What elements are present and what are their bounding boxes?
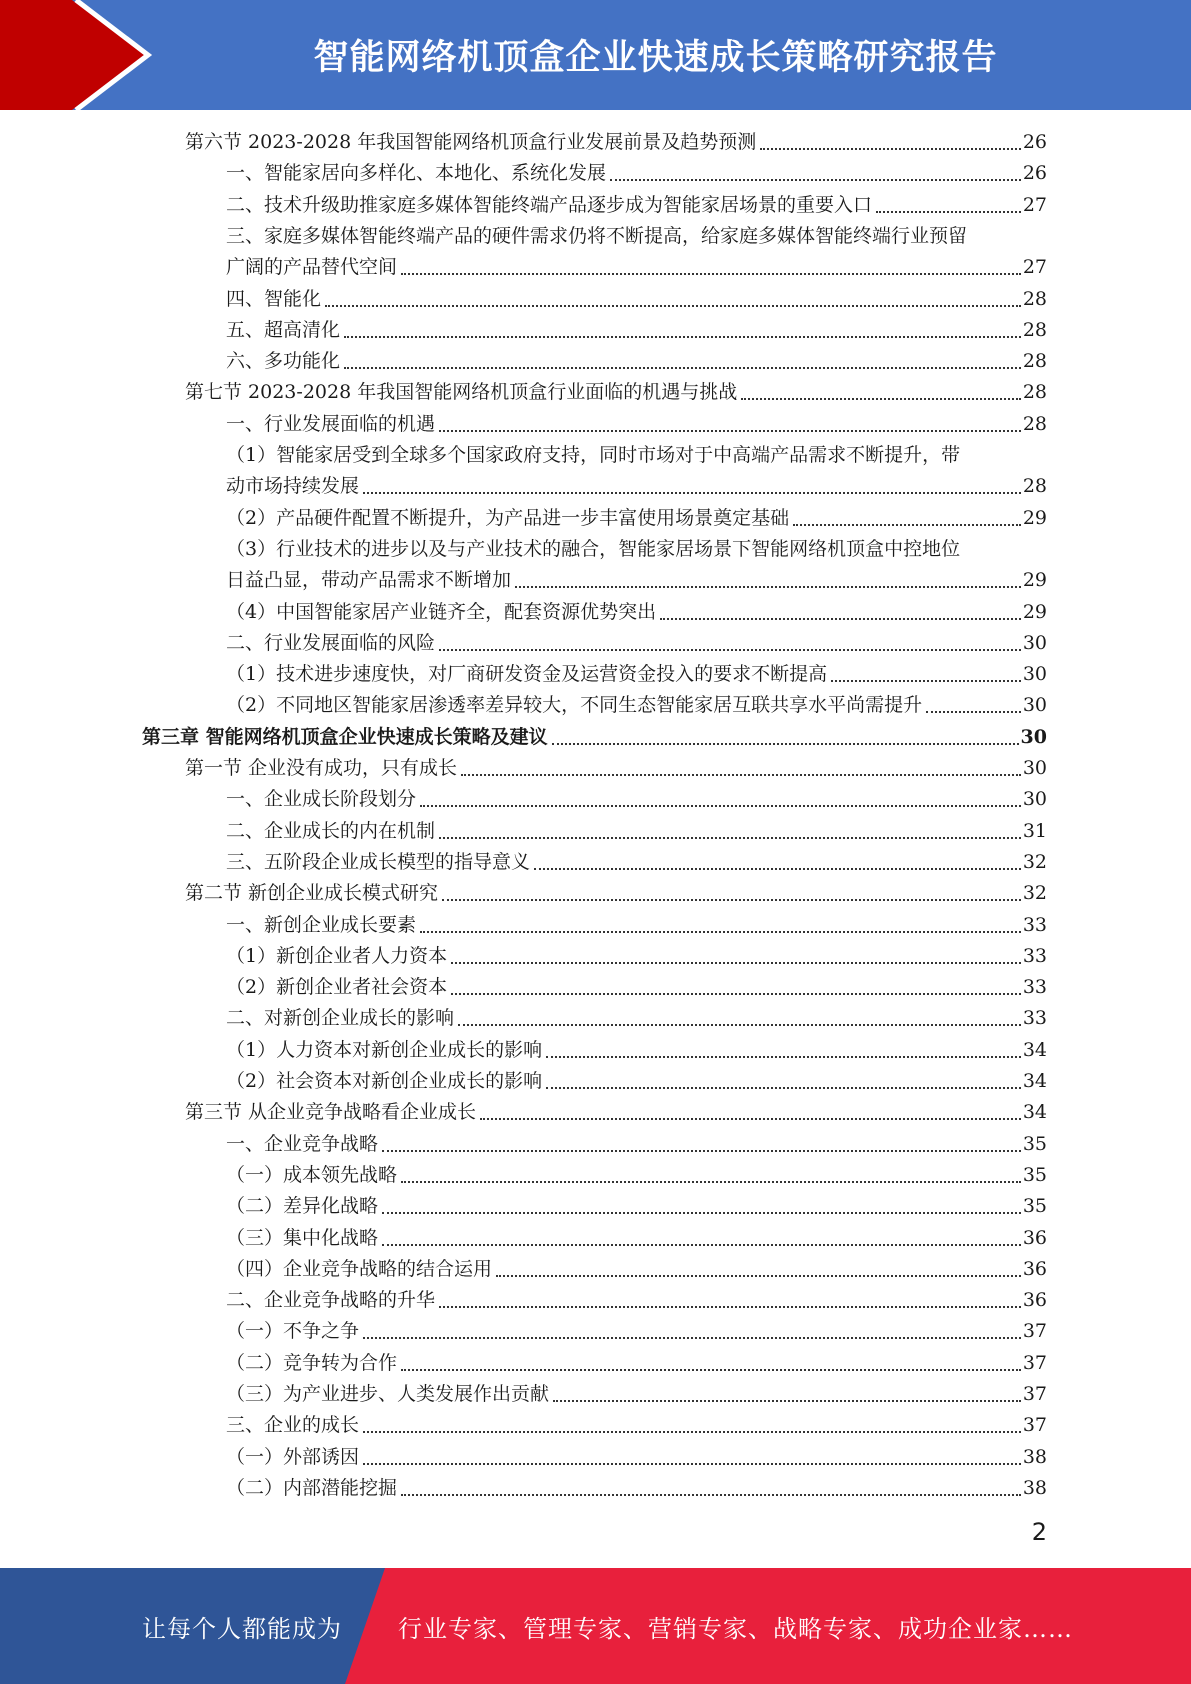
- toc-entry-title: 动市场持续发展: [226, 475, 360, 498]
- toc-leader-dots: [325, 305, 1021, 307]
- toc-entry-title: 一、智能家居向多样化、本地化、系统化发展: [226, 162, 607, 185]
- toc-entry[interactable]: [226, 284, 1047, 315]
- toc-page-number: 28: [1022, 350, 1047, 373]
- chevron-arrow-icon: [0, 0, 160, 110]
- toc-leader-dots: [451, 993, 1021, 995]
- toc-page-number: 33: [1022, 913, 1047, 936]
- toc-entry-title: 一、新创企业成长要素: [226, 913, 417, 936]
- toc-page-number: 36: [1022, 1226, 1047, 1249]
- toc-page-number: 29: [1022, 506, 1047, 529]
- toc-entry-title: 三、五阶段企业成长模型的指导意义: [226, 850, 531, 873]
- toc-leader-dots: [515, 586, 1021, 588]
- toc-entry-title: 第三章 智能网络机顶盒企业快速成长策略及建议: [142, 725, 548, 748]
- toc-page-number: 37: [1022, 1414, 1047, 1437]
- toc-entry-title: 三、家庭多媒体智能终端产品的硬件需求仍将不断提高，给家庭多媒体智能终端行业预留: [226, 224, 968, 247]
- toc-leader-dots: [610, 179, 1021, 181]
- toc-leader-dots: [480, 1118, 1021, 1120]
- toc-entry[interactable]: [226, 847, 1047, 878]
- toc-entry[interactable]: [226, 597, 1047, 628]
- toc-page-number: 30: [1022, 663, 1047, 686]
- toc-leader-dots: [553, 1400, 1021, 1402]
- toc-page-number: 32: [1022, 850, 1047, 873]
- toc-entry[interactable]: [226, 1285, 1047, 1316]
- toc-leader-dots: [534, 868, 1021, 870]
- toc-entry-title: （2）不同地区智能家居渗透率差异较大，不同生态智能家居互联共享水平尚需提升: [226, 694, 923, 717]
- toc-entry[interactable]: [226, 503, 1047, 534]
- toc-leader-dots: [363, 1463, 1021, 1465]
- toc-entry-title: 一、行业发展面临的机遇: [226, 412, 436, 435]
- toc-entry[interactable]: [226, 1379, 1047, 1410]
- toc-leader-dots: [660, 618, 1021, 620]
- toc-entry-title: 四、智能化: [226, 287, 322, 310]
- toc-entry[interactable]: [226, 941, 1047, 972]
- toc-leader-dots: [344, 336, 1021, 338]
- toc-page-number: 28: [1022, 287, 1047, 310]
- toc-entry[interactable]: [226, 972, 1047, 1003]
- toc-entry-title: （2）产品硬件配置不断提升，为产品进一步丰富使用场景奠定基础: [226, 506, 790, 529]
- toc-entry[interactable]: [185, 878, 1047, 909]
- toc-entry[interactable]: [226, 1160, 1047, 1191]
- toc-page-number: 38: [1022, 1476, 1047, 1499]
- toc-entry-title: （1）技术进步速度快，对厂商研发资金及运营资金投入的要求不断提高: [226, 663, 828, 686]
- footer-slogan-left: 让每个人都能成为: [142, 1614, 342, 1643]
- toc-page-number: 30: [1022, 757, 1047, 779]
- toc-page-number: 38: [1022, 1445, 1047, 1468]
- toc-entry[interactable]: [226, 1129, 1047, 1160]
- toc-entry[interactable]: [226, 1035, 1047, 1066]
- toc-entry-title: （三）集中化战略: [226, 1226, 379, 1249]
- toc-page-number: 27: [1022, 256, 1047, 279]
- toc-entry-title: 二、对新创企业成长的影响: [226, 1007, 455, 1030]
- toc-leader-dots: [461, 774, 1021, 776]
- toc-entry[interactable]: [226, 1473, 1047, 1504]
- toc-page-number: 28: [1022, 412, 1047, 435]
- toc-entry[interactable]: [226, 1003, 1047, 1034]
- toc-leader-dots: [458, 1024, 1021, 1026]
- toc-leader-dots: [363, 1337, 1021, 1339]
- toc-page-number: 35: [1022, 1163, 1047, 1186]
- toc-leader-dots: [439, 1306, 1021, 1308]
- toc-entry-title: 二、行业发展面临的风险: [226, 631, 436, 654]
- toc-chapter-entry[interactable]: [142, 722, 1047, 753]
- toc-page-number: 28: [1022, 475, 1047, 498]
- toc-entry-title: （二）内部潜能挖掘: [226, 1476, 398, 1499]
- toc-leader-dots: [439, 837, 1021, 839]
- toc-entry[interactable]: [226, 252, 1047, 283]
- toc-entry[interactable]: [226, 910, 1047, 941]
- toc-entry-title: 第二节 新创企业成长模式研究: [185, 882, 439, 905]
- toc-page-number: 35: [1022, 1132, 1047, 1155]
- toc-leader-dots: [382, 1244, 1021, 1246]
- toc-entry[interactable]: [226, 346, 1047, 377]
- toc-page-number: 27: [1022, 193, 1047, 216]
- toc-page-number: 30: [1022, 788, 1047, 811]
- toc-page-number: 33: [1022, 976, 1047, 999]
- toc-entry[interactable]: [185, 127, 1047, 158]
- toc-leader-dots: [496, 1275, 1021, 1277]
- toc-entry-title: 第六节 2023-2028 年我国智能网络机顶盒行业发展前景及趋势预测: [185, 131, 757, 153]
- toc-entry[interactable]: [226, 158, 1047, 189]
- toc-entry[interactable]: [226, 1223, 1047, 1254]
- toc-leader-dots: [439, 649, 1021, 651]
- toc-page-number: 36: [1022, 1289, 1047, 1312]
- toc-leader-dots: [420, 805, 1021, 807]
- toc-entry[interactable]: [226, 628, 1047, 659]
- toc-entry-title: 第一节 企业没有成功，只有成长: [185, 757, 458, 779]
- toc-page-number: 30: [1020, 725, 1047, 748]
- toc-leader-dots: [401, 1494, 1021, 1496]
- toc-entry-title: （1）新创企业者人力资本: [226, 944, 448, 967]
- toc-leader-dots: [344, 367, 1021, 369]
- toc-entry-title: （3）行业技术的进步以及与产业技术的融合，智能家居场景下智能网络机顶盒中控地位: [226, 537, 961, 560]
- toc-entry-title: （三）为产业进步、人类发展作出贡献: [226, 1383, 550, 1405]
- toc-leader-dots: [382, 1212, 1021, 1214]
- report-title: 智能网络机顶盒企业快速成长策略研究报告: [313, 38, 998, 78]
- toc-page-number: 29: [1022, 569, 1047, 592]
- toc-entry-title: （4）中国智能家居产业链齐全，配套资源优势突出: [226, 600, 657, 623]
- toc-entry-title: 一、企业竞争战略: [226, 1132, 379, 1155]
- toc-page-number: 31: [1022, 819, 1047, 842]
- toc-entry-title: （一）外部诱因: [226, 1445, 360, 1468]
- toc-leader-dots: [382, 1150, 1021, 1152]
- toc-page-number: 26: [1022, 131, 1047, 153]
- toc-page-number: 34: [1022, 1070, 1047, 1092]
- toc-leader-dots: [546, 1087, 1021, 1089]
- toc-page-number: 35: [1022, 1195, 1047, 1218]
- toc-entry[interactable]: [185, 753, 1047, 784]
- toc-entry-title: 五、超高清化: [226, 318, 341, 341]
- toc-leader-dots: [439, 430, 1021, 432]
- toc-page-number: 33: [1022, 944, 1047, 967]
- toc-entry[interactable]: [226, 409, 1047, 440]
- toc-page-number: 28: [1022, 381, 1047, 404]
- toc-entry-title: （2）社会资本对新创企业成长的影响: [226, 1070, 543, 1092]
- toc-entry[interactable]: [226, 1254, 1047, 1285]
- toc-entry-title: 第三节 从企业竞争战略看企业成长: [185, 1101, 477, 1124]
- toc-page-number: 28: [1022, 318, 1047, 341]
- toc-entry[interactable]: [226, 784, 1047, 815]
- page-footer: [0, 1568, 1191, 1684]
- toc-entry[interactable]: [226, 190, 1047, 221]
- toc-entry[interactable]: [226, 471, 1047, 502]
- toc-entry[interactable]: [226, 659, 1047, 690]
- toc-leader-dots: [401, 273, 1021, 275]
- toc-entry-title: （二）差异化战略: [226, 1195, 379, 1218]
- toc-leader-dots: [741, 398, 1021, 400]
- toc-leader-dots: [401, 1181, 1021, 1183]
- toc-leader-dots: [420, 931, 1021, 933]
- toc-entry-title: （2）新创企业者社会资本: [226, 976, 448, 999]
- toc-page-number: 30: [1022, 631, 1047, 654]
- toc-page-number: 36: [1022, 1257, 1047, 1280]
- toc-entry-title: 二、技术升级助推家庭多媒体智能终端产品逐步成为智能家居场景的重要入口: [226, 193, 873, 216]
- toc-entry[interactable]: [226, 565, 1047, 596]
- toc-entry-title: （1）人力资本对新创企业成长的影响: [226, 1038, 543, 1061]
- toc-entry[interactable]: [185, 377, 1047, 408]
- toc-entry-title: （一）不争之争: [226, 1320, 360, 1343]
- toc-leader-dots: [363, 1431, 1021, 1433]
- page-number: 2: [1031, 1518, 1047, 1546]
- toc-entry[interactable]: [226, 690, 1047, 721]
- toc-entry-title: 三、企业的成长: [226, 1414, 360, 1437]
- toc-entry[interactable]: [226, 816, 1047, 847]
- toc-entry-title: （一）成本领先战略: [226, 1163, 398, 1186]
- toc-entry-title: （四）企业竞争战略的结合运用: [226, 1257, 493, 1280]
- toc-leader-dots: [363, 492, 1021, 494]
- toc-leader-dots: [760, 148, 1021, 150]
- toc-entry-title: 广阔的产品替代空间: [226, 256, 398, 279]
- toc-entry-title: （1）智能家居受到全球多个国家政府支持，同时市场对于中高端产品需求不断提升，带: [226, 444, 961, 466]
- footer-slogan-right: 行业专家、管理专家、营销专家、战略专家、成功企业家……: [398, 1614, 1073, 1643]
- toc-entry-title: （二）竞争转为合作: [226, 1351, 398, 1374]
- toc-leader-dots: [876, 211, 1021, 213]
- toc-entry-title: 二、企业竞争战略的升华: [226, 1289, 436, 1312]
- toc-leader-dots: [926, 711, 1021, 713]
- toc-leader-dots: [401, 1369, 1021, 1371]
- toc-entry[interactable]: [226, 1348, 1047, 1379]
- toc-entry-title: 一、企业成长阶段划分: [226, 788, 417, 811]
- toc-entry[interactable]: [226, 1442, 1047, 1473]
- toc-leader-dots: [451, 962, 1021, 964]
- toc-leader-dots: [793, 524, 1021, 526]
- toc-entry-title: 二、企业成长的内在机制: [226, 819, 436, 842]
- toc-leader-dots: [831, 680, 1021, 682]
- toc-entry[interactable]: [185, 1097, 1047, 1128]
- toc-entry-title: 日益凸显，带动产品需求不断增加: [226, 569, 512, 592]
- toc-entry[interactable]: [226, 1316, 1047, 1347]
- toc-page-number: 37: [1022, 1351, 1047, 1374]
- toc-page-number: 37: [1022, 1383, 1047, 1405]
- toc-page-number: 33: [1022, 1007, 1047, 1030]
- toc-leader-dots: [442, 899, 1021, 901]
- toc-entry-title: 第七节 2023-2028 年我国智能网络机顶盒行业面临的机遇与挑战: [185, 381, 738, 404]
- toc-entry[interactable]: [226, 1066, 1047, 1097]
- page-header: [0, 0, 1191, 110]
- toc-page-number: 34: [1022, 1038, 1047, 1061]
- toc-page-number: 32: [1022, 882, 1047, 905]
- toc-entry[interactable]: [226, 315, 1047, 346]
- toc-entry-title: 六、多功能化: [226, 350, 341, 373]
- toc-page-number: 29: [1022, 600, 1047, 623]
- toc-page-number: 34: [1022, 1101, 1047, 1124]
- toc-leader-dots: [546, 1056, 1021, 1058]
- toc-entry[interactable]: [226, 1410, 1047, 1441]
- toc-entry[interactable]: [226, 1191, 1047, 1222]
- toc-leader-dots: [552, 743, 1019, 745]
- toc-page-number: 26: [1022, 162, 1047, 185]
- toc-page-number: 37: [1022, 1320, 1047, 1343]
- toc-page-number: 30: [1022, 694, 1047, 717]
